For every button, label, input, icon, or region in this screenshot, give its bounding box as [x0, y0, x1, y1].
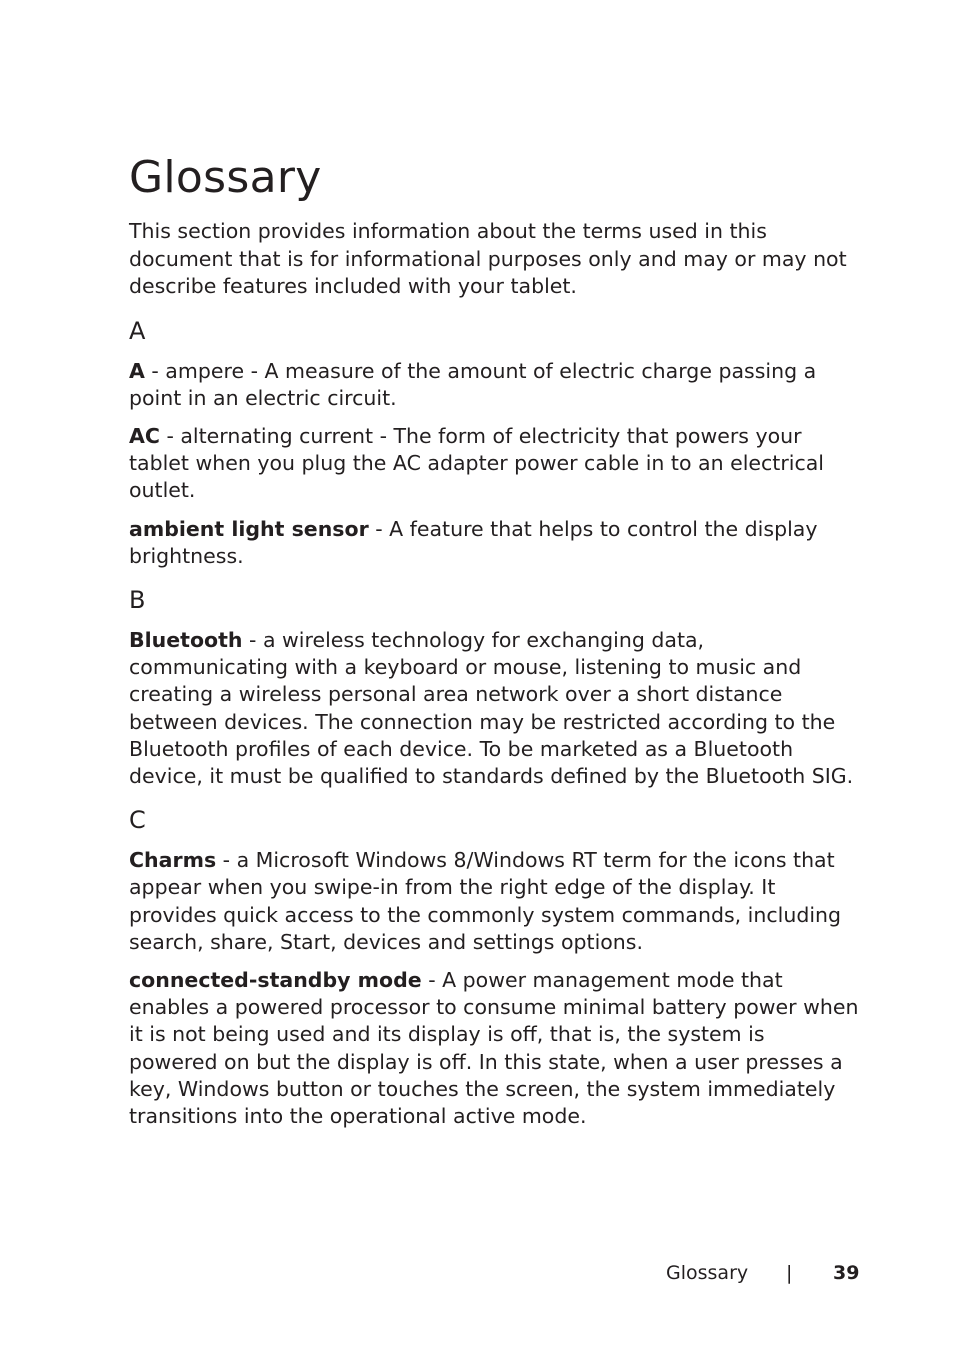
entry-term: AC: [129, 423, 160, 448]
glossary-entry: [129, 423, 859, 505]
entry-definition: - A power management mode that enables a powered processor to consume minimal battery power when it is not being used and its display is off, that is, the system is powered on but the display is off. In this state, when a user presses a key, Windows button or touches the screen, the system immediately transitions into the operational active mode.: [129, 967, 859, 1128]
intro-paragraph: This section provides information about the terms used in this document that is for informational purposes only and may or may not describe features included with your tablet.: [129, 219, 847, 298]
glossary-entry: [129, 516, 859, 570]
section-c: [129, 805, 859, 1130]
footer-separator: |: [786, 1262, 793, 1284]
section-letter: C: [129, 806, 146, 835]
entry-term: ambient light sensor: [129, 516, 369, 541]
entry-term: A: [129, 358, 145, 383]
section-a: [129, 316, 859, 570]
section-letter: A: [129, 316, 146, 345]
glossary-content: [129, 148, 859, 1141]
glossary-entry: [129, 627, 859, 790]
entry-definition: - ampere - A measure of the amount of electric charge passing a point in an electric circuit.: [129, 358, 817, 410]
entry-definition: - a wireless technology for exchanging data, communicating with a keyboard or mouse, listening to music and creating a wireless personal area network over a short distance between devices. The connection may be restricted according to the Bluetooth profiles of each device. To be marketed as a Bluetooth device, it must be qualified to standards defined by the Bluetooth SIG.: [129, 627, 854, 788]
section-letter: B: [129, 585, 146, 614]
entry-definition: - A feature that helps to control the display brightness.: [129, 516, 818, 568]
entry-definition: - a Microsoft Windows 8/Windows RT term for the icons that appear when you swipe-in from the right edge of the display. It provides quick access to the commonly system commands, including search, share, Start, devices and settings options.: [129, 848, 842, 954]
glossary-entry: [129, 847, 859, 956]
entry-term: Charms: [129, 848, 217, 873]
page-title: Glossary: [129, 152, 322, 203]
section-b: [129, 585, 859, 790]
entry-definition: - alternating current - The form of electricity that powers your tablet when you plug the AC adapter power cable in to an electrical outlet.: [129, 423, 824, 503]
footer-section-name: Glossary: [666, 1262, 749, 1284]
glossary-entry: [129, 967, 859, 1130]
page-number: 39: [833, 1262, 860, 1284]
glossary-entry: [129, 358, 859, 412]
entry-term: Bluetooth: [129, 627, 243, 652]
entry-term: connected-standby mode: [129, 967, 422, 992]
